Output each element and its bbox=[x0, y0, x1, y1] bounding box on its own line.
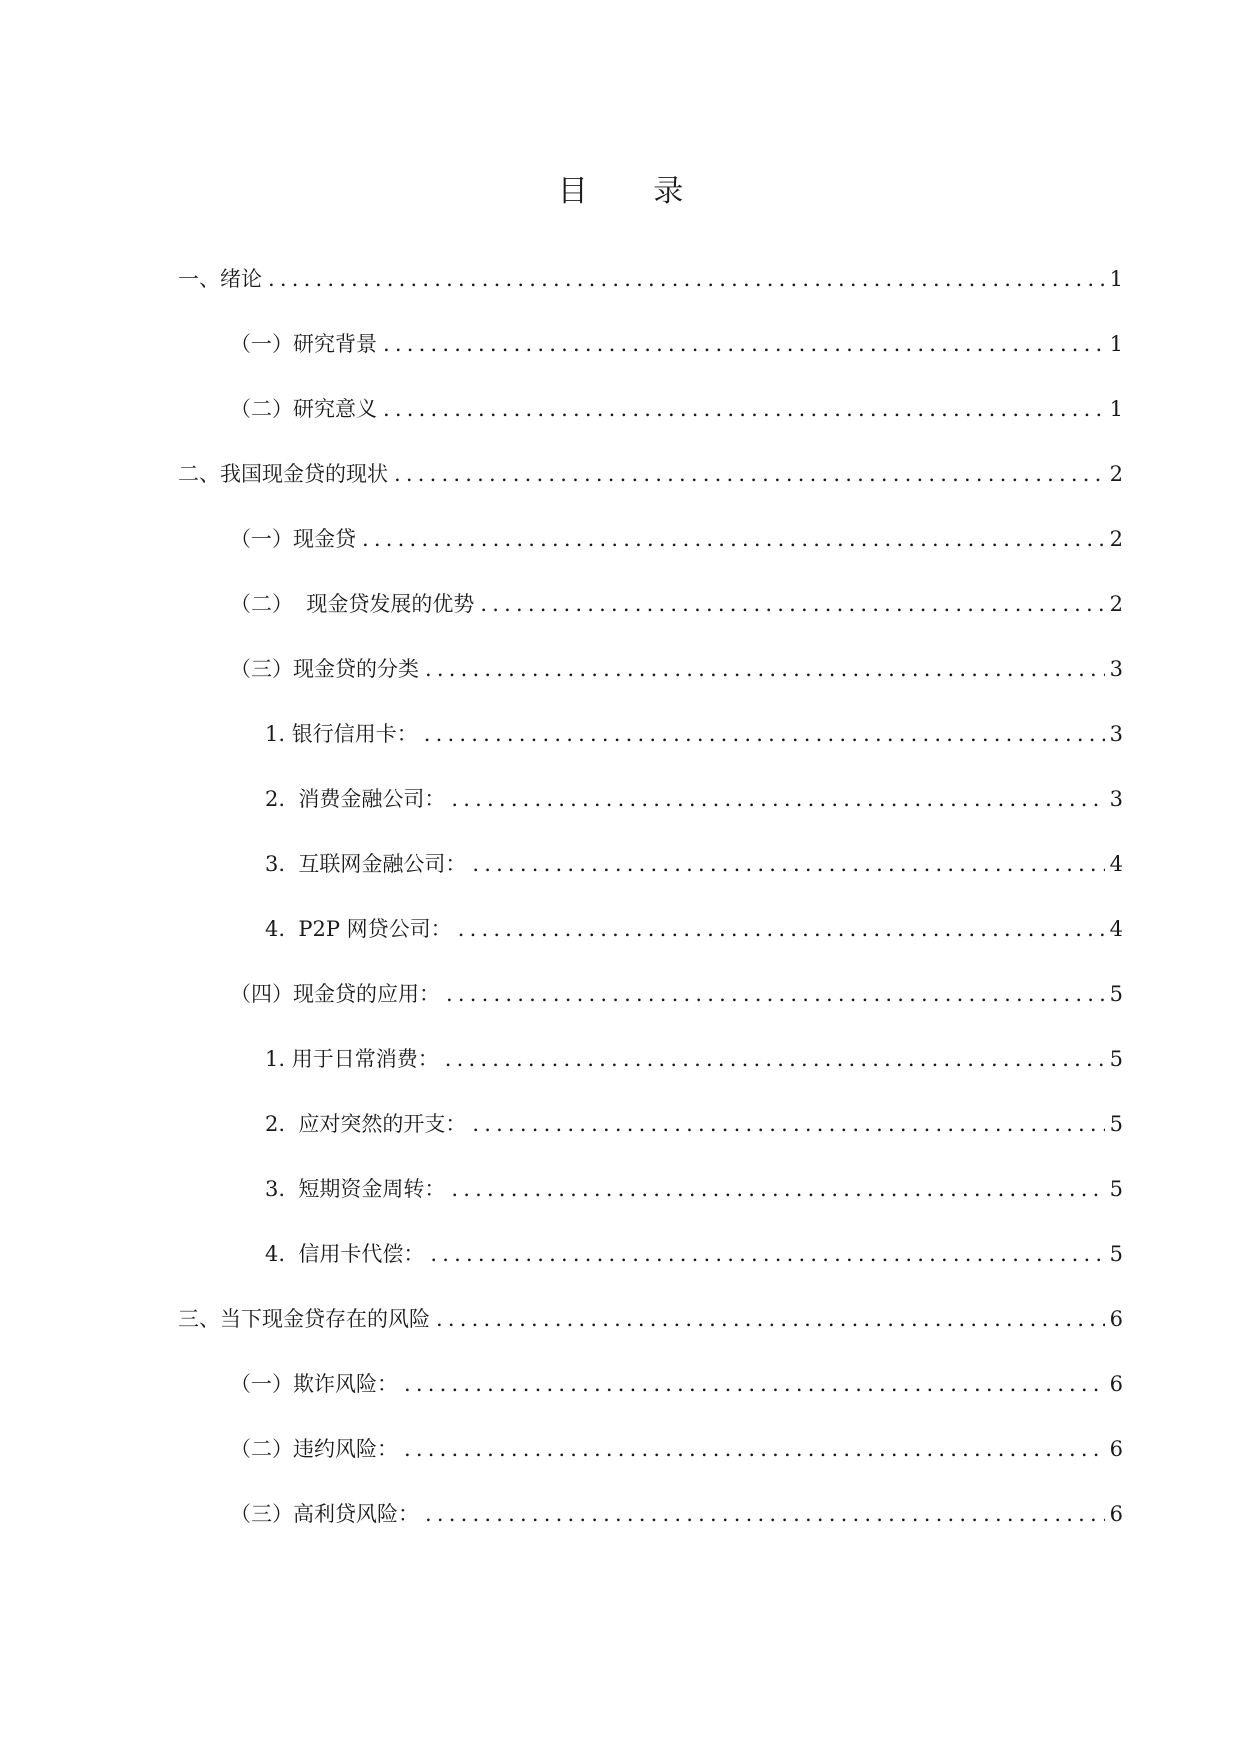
toc-entry[interactable] bbox=[178, 1369, 1123, 1434]
toc-entry-text: （一）研究背景 bbox=[230, 332, 377, 356]
toc-entry-text: 4. 信用卡代偿： bbox=[265, 1242, 425, 1266]
toc-entry[interactable] bbox=[178, 1499, 1123, 1564]
toc-page-number: 1 bbox=[1109, 267, 1123, 291]
toc-dot-leader bbox=[446, 979, 1105, 1009]
toc-entry[interactable] bbox=[178, 459, 1123, 524]
toc-entry[interactable] bbox=[178, 719, 1123, 784]
toc-page-number: 5 bbox=[1109, 1112, 1123, 1136]
toc-entry[interactable] bbox=[178, 914, 1123, 979]
toc-entry[interactable] bbox=[178, 329, 1123, 394]
toc-page-number: 6 bbox=[1109, 1372, 1123, 1396]
toc-page-number: 6 bbox=[1109, 1502, 1123, 1526]
toc-page-number: 2 bbox=[1109, 462, 1123, 486]
toc-entry[interactable] bbox=[178, 1304, 1123, 1369]
toc-dot-leader bbox=[383, 394, 1105, 424]
toc-page-number: 2 bbox=[1109, 592, 1123, 616]
toc-dot-leader bbox=[451, 784, 1105, 814]
toc-entry-text: （三）高利贷风险： bbox=[230, 1502, 419, 1526]
toc-dot-leader bbox=[445, 1044, 1105, 1074]
toc-entry-text: 2. 消费金融公司： bbox=[265, 787, 446, 811]
toc-entry-text: 3. 互联网金融公司： bbox=[265, 852, 467, 876]
toc-dot-leader bbox=[430, 1239, 1105, 1269]
toc-entry[interactable] bbox=[178, 979, 1123, 1044]
toc-dot-leader bbox=[458, 914, 1105, 944]
toc-page-number: 3 bbox=[1109, 787, 1123, 811]
toc-page-number: 5 bbox=[1109, 1177, 1123, 1201]
toc-entry[interactable] bbox=[178, 1239, 1123, 1304]
toc-entry-text: 4. P2P 网贷公司： bbox=[265, 917, 452, 941]
toc-entry-text: （一）欺诈风险： bbox=[230, 1372, 398, 1396]
toc-entry[interactable] bbox=[178, 589, 1123, 654]
toc-entry[interactable] bbox=[178, 849, 1123, 914]
toc-page-number: 5 bbox=[1109, 982, 1123, 1006]
toc-title: 目 录 bbox=[557, 174, 712, 209]
toc-dot-leader bbox=[480, 589, 1105, 619]
toc-dot-leader bbox=[404, 1434, 1105, 1464]
toc-page-number: 2 bbox=[1109, 527, 1123, 551]
toc-page-number: 6 bbox=[1109, 1307, 1123, 1331]
toc-entry[interactable] bbox=[178, 524, 1123, 589]
toc-entry-text: （四）现金贷的应用： bbox=[230, 982, 440, 1006]
toc-entry-text: 一、绪论 bbox=[178, 267, 262, 291]
toc-entry-text: 3. 短期资金周转： bbox=[265, 1177, 446, 1201]
toc-dot-leader bbox=[268, 264, 1105, 294]
toc-entry-text: （二） 现金贷发展的优势 bbox=[230, 592, 475, 616]
toc-page-number: 3 bbox=[1109, 722, 1123, 746]
toc-dot-leader bbox=[404, 1369, 1105, 1399]
toc-page-number: 3 bbox=[1109, 657, 1123, 681]
toc-page-number: 6 bbox=[1109, 1437, 1123, 1461]
toc-entry[interactable] bbox=[178, 1174, 1123, 1239]
toc-dot-leader bbox=[394, 459, 1105, 489]
toc-entry[interactable] bbox=[178, 1044, 1123, 1109]
toc-entry-text: （二）研究意义 bbox=[230, 397, 377, 421]
toc-entry-text: 1. 用于日常消费： bbox=[265, 1047, 439, 1071]
toc-entry-text: （二）违约风险： bbox=[230, 1437, 398, 1461]
toc-entry-text: 1. 银行信用卡： bbox=[265, 722, 418, 746]
toc-entry[interactable] bbox=[178, 264, 1123, 329]
toc-dot-leader bbox=[362, 524, 1105, 554]
toc-entry-text: 二、我国现金贷的现状 bbox=[178, 462, 388, 486]
toc-entry-text: 2. 应对突然的开支： bbox=[265, 1112, 467, 1136]
toc-dot-leader bbox=[383, 329, 1105, 359]
toc-entry-text: （三）现金贷的分类 bbox=[230, 657, 419, 681]
toc-page-number: 5 bbox=[1109, 1047, 1123, 1071]
toc-page-number: 1 bbox=[1109, 397, 1123, 421]
toc-entry[interactable] bbox=[178, 1109, 1123, 1174]
toc-dot-leader bbox=[451, 1174, 1105, 1204]
toc-page-number: 1 bbox=[1109, 332, 1123, 356]
toc-dot-leader bbox=[472, 1109, 1105, 1139]
toc-dot-leader bbox=[425, 1499, 1105, 1529]
toc-entry[interactable] bbox=[178, 1434, 1123, 1499]
toc-dot-leader bbox=[424, 719, 1105, 749]
toc-page-number: 4 bbox=[1109, 917, 1123, 941]
toc-entry[interactable] bbox=[178, 784, 1123, 849]
toc-page-number: 4 bbox=[1109, 852, 1123, 876]
toc-entry[interactable] bbox=[178, 394, 1123, 459]
toc-entry-text: 三、当下现金贷存在的风险 bbox=[178, 1307, 430, 1331]
toc-entry-text: （一）现金贷 bbox=[230, 527, 356, 551]
table-of-contents bbox=[178, 264, 1123, 1564]
toc-dot-leader bbox=[472, 849, 1105, 879]
toc-dot-leader bbox=[425, 654, 1105, 684]
toc-dot-leader bbox=[436, 1304, 1105, 1334]
toc-page-number: 5 bbox=[1109, 1242, 1123, 1266]
toc-entry[interactable] bbox=[178, 654, 1123, 719]
